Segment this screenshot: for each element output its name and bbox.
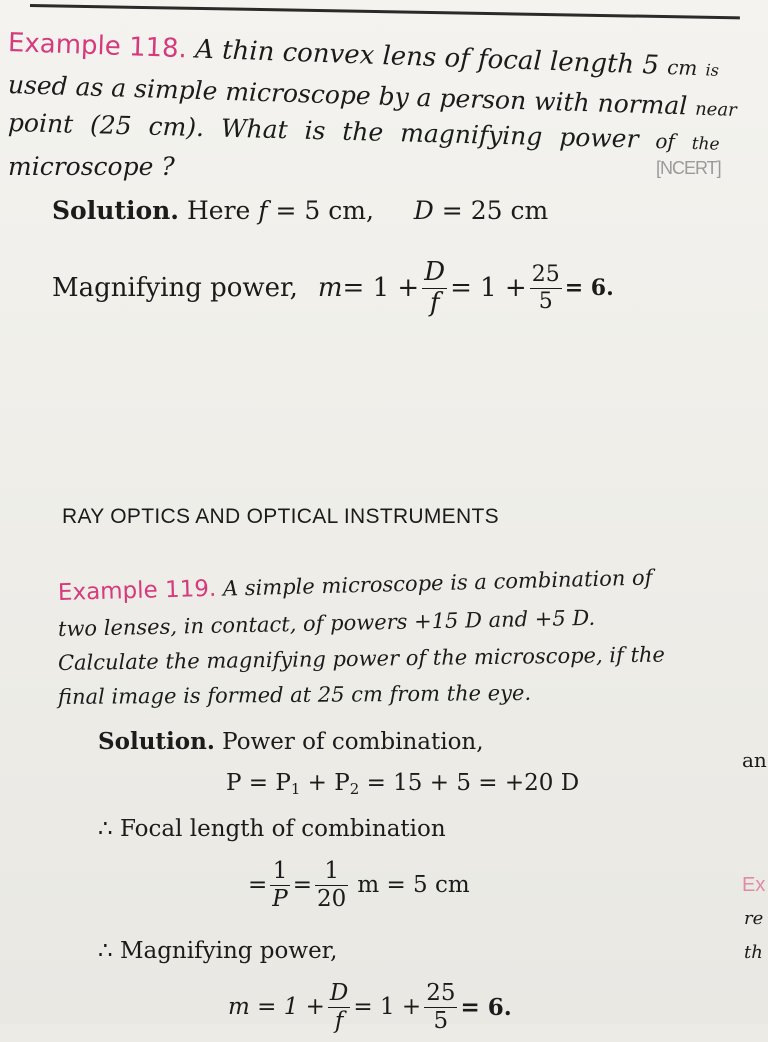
example-119-line-4: final image is formed at 25 cm from the eye. [57, 680, 532, 709]
example-118-line-4: microscope ? [8, 152, 175, 181]
margin-fragment-th: th [744, 942, 763, 963]
margin-fragment-re: re [744, 908, 764, 929]
fraction-25-over-5: $\frac{25}{5}$ [531, 262, 560, 314]
fraction-D-over-f: $\frac{D}{f}$ [424, 256, 446, 318]
magnifying-power-119-label: ∴ Magnifying power, [98, 938, 338, 964]
focal-length-equation: = $\frac{1}{P}$ = $\frac{1}{20}$ m = 5 cm [248, 858, 470, 912]
fraction-25-over-5-119: $\frac{25}{5}$ [426, 980, 456, 1034]
solution-119-line: Solution. Power of combination, [98, 728, 484, 755]
top-rule [30, 4, 740, 19]
focal-length-label: ∴ Focal length of combination [98, 816, 446, 842]
margin-fragment-an: an [742, 748, 767, 772]
fraction-1-over-P: $\frac{1}{P}$ [272, 858, 288, 912]
margin-fragment-ex: Ex [742, 874, 766, 896]
example-118-label: Example 118. [7, 28, 188, 65]
magnifying-power-119-equation: m = 1 + $\frac{D}{f}$ = 1 + $\frac{25}{5}$ = 6. [228, 980, 512, 1034]
fraction-D-over-f-119: $\frac{D}{f}$ [329, 980, 349, 1034]
ncert-source-tag: [NCERT] [656, 158, 721, 178]
power-combination-equation: $P = P_1 + P_2 = 15 + 5 = +20$ D [226, 770, 580, 798]
magnifying-power-118: Magnifying power, m = 1 + $\frac{D}{f}$ = 1 + $\frac{25}{5}$ = 6. [52, 256, 614, 318]
chapter-header: RAY OPTICS AND OPTICAL INSTRUMENTS [62, 505, 499, 528]
example-118-line-1: Example 118. A thin convex lens of focal length 5 cm is [7, 28, 720, 81]
example-119-label: Example 119. [57, 575, 217, 606]
example-119-line-2: two lenses, in contact, of powers +15 D and +5 D. [57, 605, 596, 641]
solution-118-line: Solution. Here f = 5 cm, D = 25 cm [52, 196, 549, 225]
example-119-line-1: Example 119. A simple microscope is a combination of [57, 565, 653, 606]
example-118-line-3: point (25 cm). What is the magnifying power of the [7, 108, 720, 155]
fraction-1-over-20: $\frac{1}{20}$ [317, 858, 347, 912]
example-118-line-2: used as a simple microscope by a person with normal near [7, 70, 738, 121]
example-119-line-3: Calculate the magnifying power of the microscope, if the [57, 642, 666, 675]
